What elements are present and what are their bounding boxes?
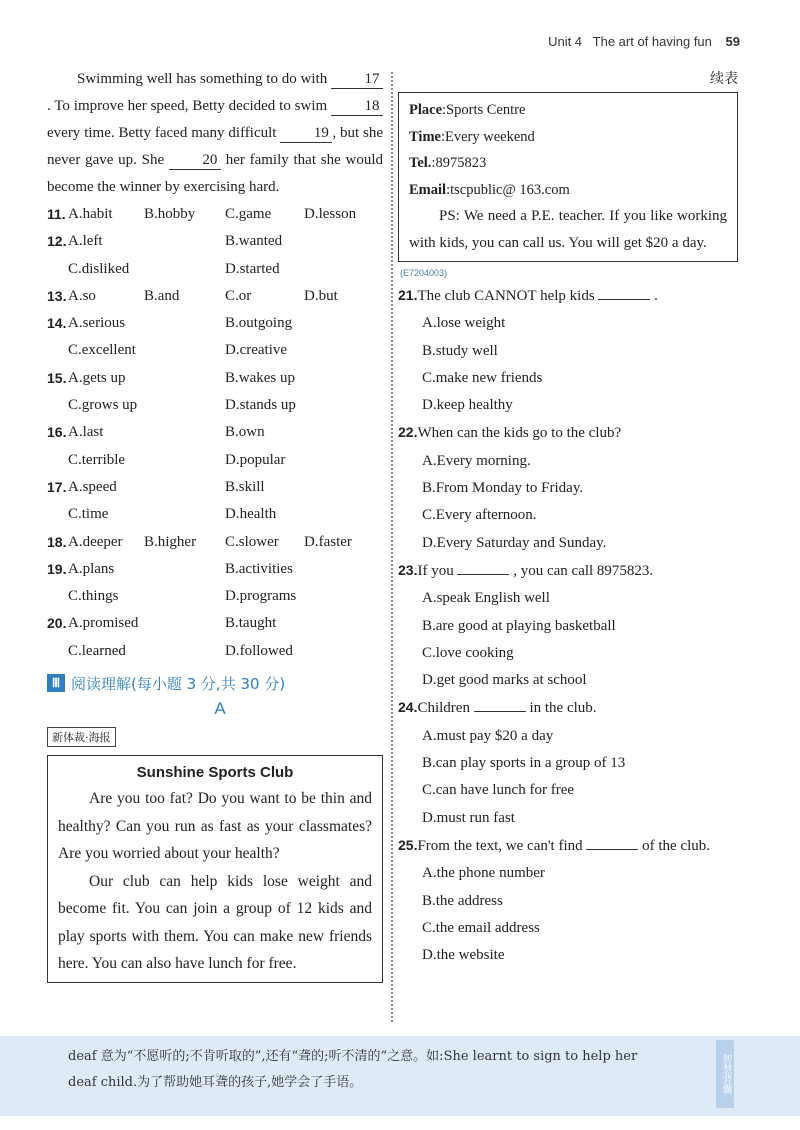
cloze-passage-end <box>47 66 383 201</box>
option-a: A.gets up <box>68 369 126 386</box>
option-b: B.and <box>144 287 180 304</box>
option-c: C.terrible <box>68 451 126 468</box>
place-line: Place:Sports Centre <box>409 102 526 118</box>
answer-option: B.are good at playing basketball <box>422 617 616 634</box>
option-row <box>47 365 383 392</box>
answer-blank <box>598 299 650 300</box>
section-title: 阅读理解(每小题 3 分,共 30 分) <box>71 674 286 693</box>
question-text: Children <box>417 700 470 717</box>
option-row <box>47 447 383 474</box>
answer-option: A.must pay $20 a day <box>422 727 554 744</box>
question-number: 17. <box>47 478 67 495</box>
question-text: If you <box>417 562 454 579</box>
option-c: C.time <box>68 506 109 523</box>
option-row <box>47 256 383 283</box>
passage-letter: A <box>214 699 226 719</box>
question-number: 16. <box>47 424 67 441</box>
blank-20: 20 <box>169 151 221 170</box>
question-text: The club CANNOT help kids <box>417 288 595 304</box>
answer-option: A.the phone number <box>422 865 545 882</box>
option-row <box>47 610 383 637</box>
column-divider <box>391 72 393 1022</box>
answer-blank <box>457 574 509 575</box>
answer-option: C.can have lunch for free <box>422 782 575 799</box>
tel-label: Tel. <box>409 155 432 171</box>
option-b: B.higher <box>144 533 197 550</box>
option-row <box>47 201 383 228</box>
email-value: tscpublic@ 163.com <box>450 181 570 198</box>
question-number: 18. <box>47 533 67 550</box>
option-b: B.skill <box>225 478 265 495</box>
option-a: A.plans <box>68 560 115 577</box>
answer-option: B.From Monday to Friday. <box>422 480 584 497</box>
question-stem <box>398 832 738 860</box>
answer-option: A.lose weight <box>422 315 506 332</box>
question-text-after: , you can call 8975823. <box>513 562 654 579</box>
answer-option: C.love cooking <box>422 644 514 661</box>
right-column <box>398 66 738 969</box>
question-text-after: in the club. <box>529 700 597 717</box>
option-b: B.own <box>225 424 265 441</box>
unit-title: The art of having fun <box>592 34 712 49</box>
option-row <box>47 337 383 364</box>
option-c: C.slower <box>225 533 279 550</box>
answer-option: A.Every morning. <box>422 452 531 469</box>
tel-line: Tel.:8975823 <box>409 155 487 171</box>
section-heading <box>47 669 383 697</box>
genre-tag: 新体裁·海报 <box>47 727 116 747</box>
tel-value: 8975823 <box>435 155 487 171</box>
option-c: C.or <box>225 287 252 304</box>
option-d: D.programs <box>225 588 297 605</box>
question-number: 23. <box>398 561 418 578</box>
answer-blank <box>474 711 526 712</box>
option-b: B.wanted <box>225 233 283 250</box>
question-number: 25. <box>398 836 418 853</box>
poster-title: Sunshine Sports Club <box>136 764 294 782</box>
answer-option: B.the address <box>422 892 503 909</box>
question-number: 21. <box>398 287 418 303</box>
passage-text: Swimming well has something to do with <box>77 71 328 87</box>
poster-box <box>47 755 383 983</box>
question-item <box>398 282 738 419</box>
option-a: A.serious <box>68 315 126 332</box>
blank-17: 17 <box>331 70 383 89</box>
footer-note <box>68 1044 708 1096</box>
answer-option: C.Every afternoon. <box>422 507 537 524</box>
option-a: A.deeper <box>68 533 123 550</box>
question-code: (E7204003) <box>400 268 448 278</box>
option-d: D.followed <box>225 642 293 659</box>
option-a: A.last <box>68 424 104 441</box>
option-c: C.game <box>225 206 272 222</box>
question-item <box>398 832 738 969</box>
passage-text: her family that she would become the winner by exercising hard. <box>47 152 384 195</box>
questions-list <box>398 282 738 969</box>
continued-label: 续表 <box>710 71 738 87</box>
option-d: D.lesson <box>304 206 357 222</box>
option-row <box>47 228 383 255</box>
option-c: C.excellent <box>68 342 136 359</box>
question-stem <box>398 282 738 310</box>
option-c: C.things <box>68 588 119 605</box>
ps-paragraph <box>409 203 727 257</box>
option-row <box>47 556 383 583</box>
option-row <box>47 283 383 310</box>
question-text-after: of the club. <box>642 837 711 854</box>
passage-text: . To improve her speed, Betty decided to swim <box>47 98 328 114</box>
section-number-badge: Ⅲ <box>47 674 65 692</box>
page-header <box>0 34 740 49</box>
footer-line-2: deaf child.为了帮助她耳聋的孩子,她学会了手语。 <box>68 1075 363 1090</box>
option-a: A.left <box>68 233 103 250</box>
question-number: 24. <box>398 699 418 716</box>
answer-option: C.the email address <box>422 919 540 936</box>
option-c: C.grows up <box>68 397 138 414</box>
option-b: B.wakes up <box>225 369 295 386</box>
passage-text: every time. Betty faced many difficult <box>47 125 277 141</box>
poster-continued-box <box>398 92 738 262</box>
question-number: 15. <box>47 369 67 386</box>
footer-line-1: deaf 意为“不愿听的;不肯听取的”,还有“聋的;听不清的”之意。如:She learnt to sign to help her <box>68 1049 638 1064</box>
option-d: D.health <box>225 506 277 523</box>
option-row <box>47 529 383 556</box>
place-value: Sports Centre <box>446 102 526 118</box>
question-stem <box>398 419 738 447</box>
question-item <box>398 694 738 831</box>
question-number: 19. <box>47 560 67 577</box>
place-label: Place <box>409 102 443 118</box>
cloze-options <box>47 201 383 665</box>
answer-option: D.the website <box>422 947 505 964</box>
option-row <box>47 419 383 446</box>
answer-option: D.keep healthy <box>422 397 513 414</box>
question-item <box>398 557 738 694</box>
question-item <box>398 419 738 556</box>
question-number: 11. <box>47 206 66 222</box>
answer-option: D.must run fast <box>422 809 515 826</box>
side-tab: 智慧背囊 <box>716 1040 734 1108</box>
question-stem <box>398 557 738 585</box>
answer-option: A.speak English well <box>422 590 550 607</box>
option-a: A.so <box>68 287 96 304</box>
option-c: C.learned <box>68 642 126 659</box>
option-b: B.outgoing <box>225 315 293 332</box>
answer-option: C.make new friends <box>422 369 543 386</box>
answer-option: D.get good marks at school <box>422 672 587 689</box>
answer-option: D.Every Saturday and Sunday. <box>422 534 607 551</box>
question-number: 12. <box>47 233 67 250</box>
option-row <box>47 392 383 419</box>
option-row <box>47 310 383 337</box>
option-b: B.hobby <box>144 206 196 222</box>
option-b: B.taught <box>225 615 277 632</box>
option-row <box>47 583 383 610</box>
time-label: Time <box>409 128 441 145</box>
answer-option: B.study well <box>422 342 498 359</box>
option-d: D.but <box>304 287 338 304</box>
option-d: D.stands up <box>225 397 296 414</box>
time-line: Time:Every weekend <box>409 128 535 145</box>
passage-text: , but she never gave up. She <box>47 125 384 168</box>
left-column <box>47 66 383 983</box>
question-stem <box>398 694 738 722</box>
option-a: A.speed <box>68 478 117 495</box>
email-line: Email:tscpublic@ 163.com <box>409 181 570 198</box>
poster-body <box>58 785 372 978</box>
option-b: B.activities <box>225 560 293 577</box>
ps-text: PS: We need a P.E. teacher. If you like working with kids, you can call us. You will get $20 a day. <box>409 208 727 251</box>
option-row <box>47 474 383 501</box>
option-d: D.popular <box>225 451 286 468</box>
page-number: 59 <box>725 34 740 49</box>
question-text-after: . <box>654 288 658 304</box>
unit-label: Unit 4 <box>548 34 583 49</box>
answer-blank <box>586 849 638 850</box>
option-d: D.started <box>225 260 280 277</box>
answer-option: B.can play sports in a group of 13 <box>422 755 626 772</box>
blank-19: 19 <box>280 124 332 143</box>
blank-18: 18 <box>331 97 383 116</box>
option-d: D.faster <box>304 533 352 550</box>
question-text: From the text, we can't find <box>417 837 583 854</box>
poster-paragraph-2: Our club can help kids lose weight and become fit. You can join a group of 12 kids and play sports with them. You can make new friends here. You can also have lunch for free. <box>58 872 372 973</box>
question-number: 22. <box>398 424 418 441</box>
option-a: A.habit <box>68 206 113 222</box>
email-label: Email <box>409 181 447 198</box>
poster-paragraph-1: Are you too fat? Do you want to be thin and healthy? Can you run as fast as your classmates? Are you worried about your health? <box>58 790 372 863</box>
option-d: D.creative <box>225 342 288 359</box>
option-row <box>47 501 383 528</box>
time-value: Every weekend <box>444 128 535 145</box>
question-number: 14. <box>47 315 67 332</box>
option-row <box>47 638 383 665</box>
question-number: 13. <box>47 287 67 304</box>
option-a: A.promised <box>68 615 139 632</box>
question-number: 20. <box>47 615 67 632</box>
option-c: C.disliked <box>68 260 130 277</box>
question-text: When can the kids go to the club? <box>417 425 622 442</box>
